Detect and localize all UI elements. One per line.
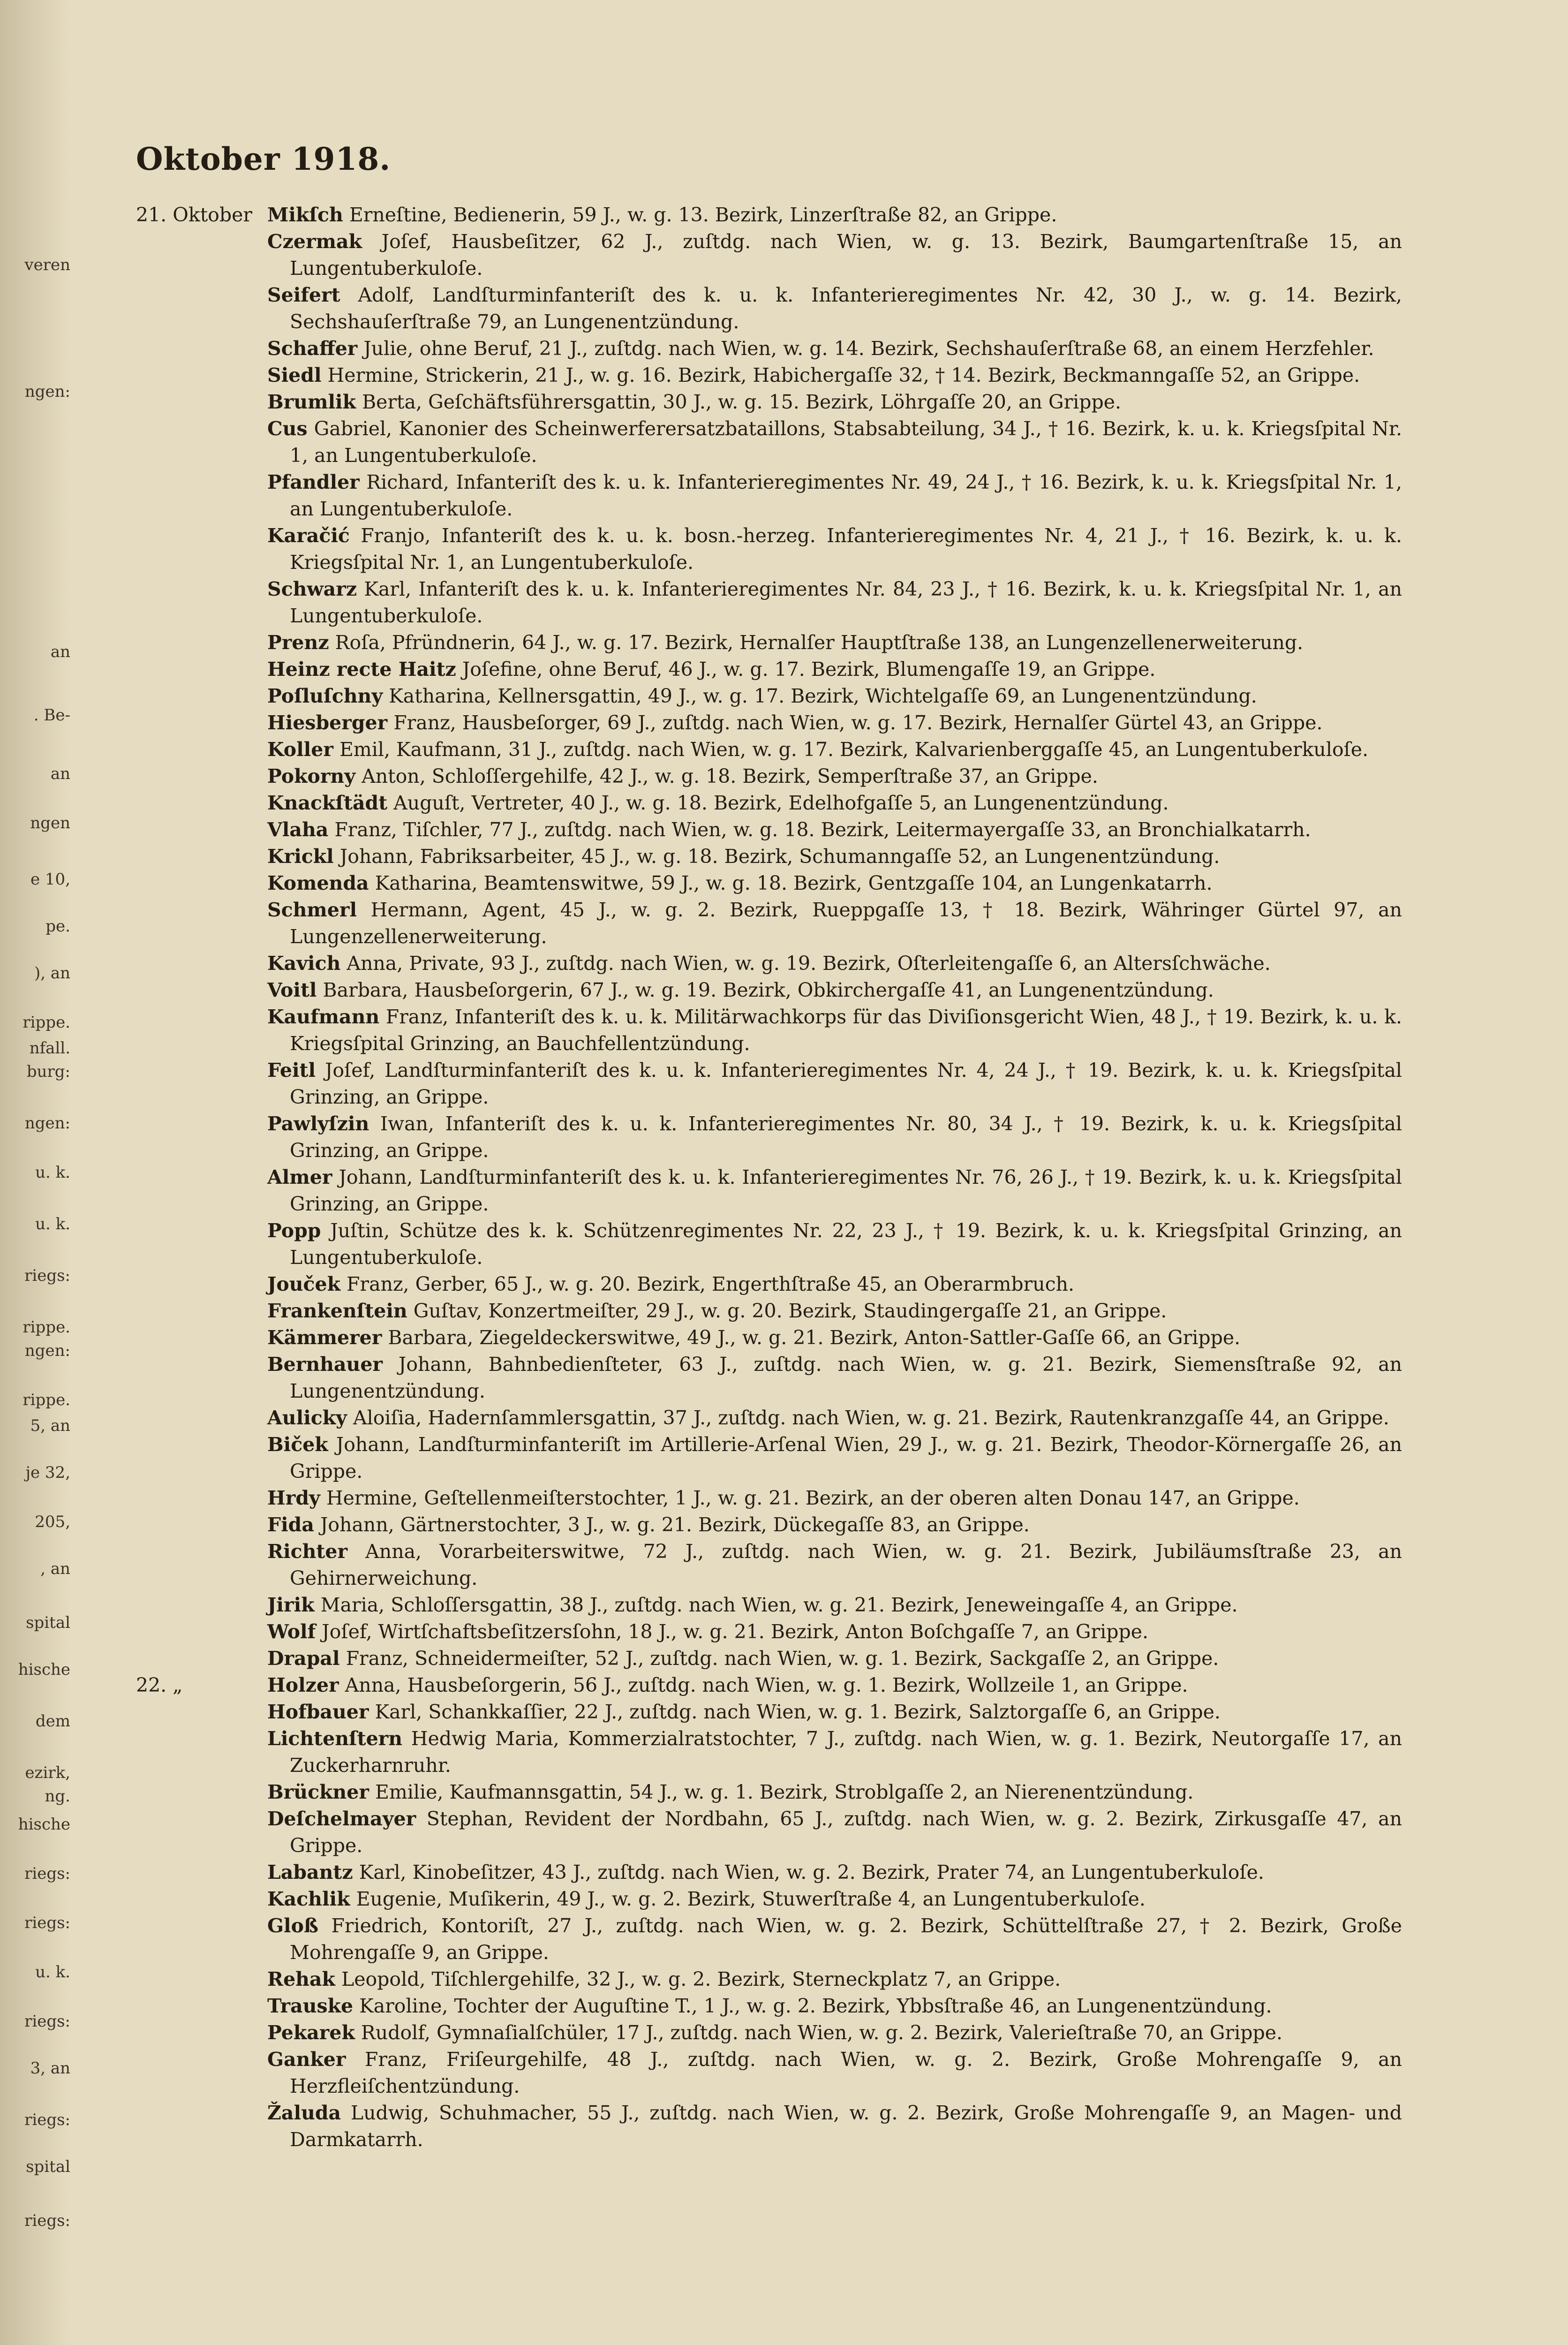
gutter-fragment: rippe.: [23, 1391, 70, 1409]
entry-surname: Feitl: [267, 1059, 316, 1082]
entry-surname: Bernhauer: [267, 1353, 383, 1376]
register-entry: [136, 843, 1402, 870]
entry-text: [267, 1966, 1402, 1993]
entry-details: Roſa, Pfründnerin, 64 J., w. g. 17. Bezirk, Hernalſer Hauptſtraße 138, an Lungenzellenerweiterung.: [329, 631, 1304, 654]
entry-surname: Seifert: [267, 284, 340, 306]
gutter-fragment: ), an: [34, 964, 70, 983]
entry-details: Leopold, Tiſchlergehilfe, 32 J., w. g. 2. Bezirk, Sterneckplatz 7, an Grippe.: [335, 1968, 1061, 1990]
entry-text: [267, 629, 1402, 656]
entry-details: Rudolf, Gymnaſialſchüler, 17 J., zuſtdg. nach Wien, w. g. 2. Bezirk, Valerieſtraße 70, an Grippe.: [354, 2021, 1283, 2044]
gutter-fragment: u. k.: [35, 1163, 70, 1182]
entry-surname: Žaluda: [267, 2102, 341, 2124]
gutter-fragment: riegs:: [24, 2012, 70, 2031]
entry-surname: Prenz: [267, 631, 329, 654]
entry-surname: Poſluſchny: [267, 685, 383, 707]
entry-details: Johann, Bahnbedienſteter, 63 J., zuſtdg. nach Wien, w. g. 21. Bezirk, Siemensſtraße 92, an Lungenentzündung.: [290, 1353, 1402, 1402]
entry-text: [267, 1004, 1402, 1057]
entry-surname: Jouček: [267, 1273, 341, 1295]
entry-details: Juſtin, Schütze des k. k. Schützenregimentes Nr. 22, 23 J., † 19. Bezirk, k. u. k. Kriegsſpital Grinzing, an Lungentuberkuloſe.: [290, 1219, 1402, 1269]
register-entry: [136, 2100, 1402, 2153]
register-entry: [136, 950, 1402, 977]
entry-details: Ludwig, Schuhmacher, 55 J., zuſtdg. nach Wien, w. g. 2. Bezirk, Große Mohrengaſſe 9, an Magen- und Darmkatarrh.: [290, 2102, 1402, 2151]
entry-text: [267, 202, 1402, 228]
entry-surname: Siedl: [267, 364, 322, 386]
gutter-fragment: rippe.: [23, 1013, 70, 1032]
entry-text: [267, 2046, 1402, 2100]
entry-surname: Pawlyſzin: [267, 1112, 369, 1135]
entry-details: Berta, Geſchäftsführersgattin, 30 J., w. g. 15. Bezirk, Löhrgaſſe 20, an Grippe.: [356, 391, 1122, 413]
entry-details: Aloiſia, Hadernſammlersgattin, 37 J., zuſtdg. nach Wien, w. g. 21. Bezirk, Rautenkranzgaſſe 44, an Grippe.: [347, 1407, 1389, 1429]
entry-text: [267, 362, 1402, 389]
register-entry: [136, 1512, 1402, 1538]
register-entry: [136, 1351, 1402, 1405]
entry-text: [267, 817, 1402, 843]
entry-surname: Voitl: [267, 979, 317, 1001]
gutter-fragment: u. k.: [35, 1963, 70, 1982]
entry-text: [267, 1351, 1402, 1405]
entry-surname: Krickl: [267, 845, 334, 868]
entry-surname: Schwarz: [267, 578, 357, 600]
register-entry: [136, 416, 1402, 469]
register-entry: [136, 1806, 1402, 1859]
entry-surname: Schmerl: [267, 899, 357, 921]
entry-surname: Popp: [267, 1219, 321, 1242]
gutter-fragment: 3, an: [30, 2059, 70, 2078]
entry-text: [267, 977, 1402, 1004]
entry-details: Karl, Kinobeſitzer, 43 J., zuſtdg. nach Wien, w. g. 2. Bezirk, Prater 74, an Lungentuberkuloſe.: [353, 1861, 1264, 1884]
register-entry: [136, 817, 1402, 843]
entry-details: Anna, Vorarbeiterswitwe, 72 J., zuſtdg. nach Wien, w. g. 21. Bezirk, Jubiläumsſtraße 23, an Gehirnerweichung.: [290, 1540, 1402, 1589]
register-entry: [136, 897, 1402, 950]
gutter-fragment: e 10,: [30, 870, 70, 889]
entry-details: Erneſtine, Bedienerin, 59 J., w. g. 13. Bezirk, Linzerſtraße 82, an Grippe.: [343, 204, 1057, 226]
facing-page-gutter: [0, 0, 70, 2345]
entry-text: [267, 1218, 1402, 1271]
entry-text: [267, 1699, 1402, 1725]
entry-text: [267, 1057, 1402, 1111]
entry-surname: Biček: [267, 1433, 328, 1456]
register-entry: [136, 389, 1402, 416]
entry-text: [267, 1806, 1402, 1859]
entry-text: [267, 1779, 1402, 1806]
register-entry: [136, 1324, 1402, 1351]
entry-text: [267, 1672, 1402, 1699]
entry-surname: Kämmerer: [267, 1326, 382, 1349]
entry-details: Karl, Infanteriſt des k. u. k. Infanterieregimentes Nr. 84, 23 J., † 16. Bezirk, k. u. k. Kriegsſpital Nr. 1, an Lungentuberkuloſe.: [290, 578, 1402, 627]
entry-surname: Wolf: [267, 1620, 316, 1643]
entry-surname: Aulicky: [267, 1407, 347, 1429]
gutter-fragment: veren: [24, 256, 70, 274]
register-entry: [136, 790, 1402, 817]
gutter-fragment: burg:: [26, 1062, 70, 1081]
entry-surname: Deſchelmayer: [267, 1808, 416, 1830]
entry-details: Joſefine, ohne Beruf, 46 J., w. g. 17. Bezirk, Blumengaſſe 19, an Grippe.: [456, 658, 1156, 681]
register-entry: [136, 1699, 1402, 1725]
entry-text: [267, 1592, 1402, 1619]
entry-surname: Brückner: [267, 1781, 369, 1803]
entry-surname: Koller: [267, 738, 333, 761]
gutter-fragment: spital: [26, 1613, 70, 1632]
entry-details: Joſef, Wirtſchaftsbeſitzersſohn, 18 J., w. g. 21. Bezirk, Anton Boſchgaſſe 7, an Grippe.: [316, 1620, 1149, 1643]
entry-surname: Pokorny: [267, 765, 356, 787]
entry-details: Franz, Tiſchler, 77 J., zuſtdg. nach Wien, w. g. 18. Bezirk, Leitermayergaſſe 33, an Bronchialkatarrh.: [328, 818, 1311, 841]
entry-text: [267, 1538, 1402, 1592]
entry-details: Stephan, Revident der Nordbahn, 65 J., zuſtdg. nach Wien, w. g. 2. Bezirk, Zirkusgaſſe 47, an Grippe.: [290, 1808, 1402, 1857]
gutter-fragment: hische: [18, 1660, 70, 1679]
entry-details: Franz, Infanteriſt des k. u. k. Militärwachkorps für das Diviſionsgericht Wien, 48 J., † 19. Bezirk, k. u. k. Kriegsſpital Grinzing, an Bauchfellentzündung.: [290, 1006, 1402, 1055]
entry-text: [267, 656, 1402, 683]
gutter-fragment: ezirk,: [25, 1763, 70, 1782]
entry-details: Anton, Schloſſergehilfe, 42 J., w. g. 18. Bezirk, Semperſtraße 37, an Grippe.: [355, 765, 1098, 787]
entry-text: [267, 683, 1402, 710]
gutter-fragment: an: [50, 764, 70, 783]
gutter-fragment: je 32,: [25, 1463, 70, 1482]
register-entry: [136, 335, 1402, 362]
register-entry: [136, 1405, 1402, 1431]
entry-details: Auguſt, Vertreter, 40 J., w. g. 18. Bezirk, Edelhofgaſſe 5, an Lungenentzündung.: [387, 792, 1169, 814]
entry-text: [267, 1619, 1402, 1645]
register-entry: [136, 870, 1402, 897]
gutter-fragment: . Be-: [33, 706, 70, 725]
entry-text: [267, 1271, 1402, 1298]
register-entry: [136, 1004, 1402, 1057]
entry-details: Anna, Hausbeſorgerin, 56 J., zuſtdg. nach Wien, w. g. 1. Bezirk, Wollzeile 1, an Grippe.: [339, 1674, 1188, 1696]
entry-details: Eugenie, Muſikerin, 49 J., w. g. 2. Bezirk, Stuwerſtraße 4, an Lungentuberkuloſe.: [350, 1888, 1146, 1910]
register-entry: [136, 1725, 1402, 1779]
entry-text: [267, 897, 1402, 950]
gutter-fragment: rippe.: [23, 1318, 70, 1337]
entry-details: Anna, Private, 93 J., zuſtdg. nach Wien, w. g. 19. Bezirk, Oſterleitengaſſe 6, an Altersſchwäche.: [340, 952, 1271, 975]
entry-surname: Lichtenſtern: [267, 1727, 403, 1750]
register-entry: [136, 576, 1402, 629]
gutter-fragment: riegs:: [24, 2110, 70, 2129]
entry-details: Iwan, Infanteriſt des k. u. k. Infanterieregimentes Nr. 80, 34 J., † 19. Bezirk, k. u. k. Kriegsſpital Grinzing, an Grippe.: [290, 1112, 1402, 1162]
register-entry: [136, 1886, 1402, 1913]
entry-text: [267, 736, 1402, 763]
register-entry: [136, 1859, 1402, 1886]
entry-text: [267, 1859, 1402, 1886]
gutter-fragment: an: [50, 643, 70, 661]
gutter-fragment: 205,: [35, 1513, 70, 1531]
register-entry: [136, 656, 1402, 683]
entry-text: [267, 522, 1402, 576]
gutter-fragment: riegs:: [24, 2211, 70, 2230]
entry-surname: Komenda: [267, 872, 369, 894]
entry-details: Emilie, Kaufmannsgattin, 54 J., w. g. 1. Bezirk, Stroblgaſſe 2, an Nierenentzündung.: [369, 1781, 1194, 1803]
entry-details: Joſef, Hausbeſitzer, 62 J., zuſtdg. nach Wien, w. g. 13. Bezirk, Baumgartenſtraße 15, an Lungentuberkuloſe.: [290, 230, 1402, 280]
entry-details: Franjo, Infanteriſt des k. u. k. bosn.-herzeg. Infanterieregimentes Nr. 4, 21 J., † 16. Bezirk, k. u. k. Kriegsſpital Nr. 1, an Lungentuberkuloſe.: [290, 524, 1402, 574]
register-entry: [136, 362, 1402, 389]
register-entry: [136, 1619, 1402, 1645]
entry-surname: Mikſch: [267, 204, 343, 226]
register-entry: [136, 522, 1402, 576]
entry-text: [267, 1725, 1402, 1779]
register-entry: [136, 2020, 1402, 2046]
register-entry: [136, 763, 1402, 790]
register-entry: [136, 683, 1402, 710]
entry-surname: Richter: [267, 1540, 348, 1563]
entry-text: [267, 282, 1402, 335]
register-entry: [136, 1111, 1402, 1164]
gutter-fragment: ngen: [30, 814, 70, 832]
entry-details: Barbara, Hausbeſorgerin, 67 J., w. g. 19. Bezirk, Obkirchergaſſe 41, an Lungenentzündung.: [317, 979, 1214, 1001]
register-entry: [136, 629, 1402, 656]
entry-details: Johann, Landſturminfanteriſt des k. u. k. Infanterieregimentes Nr. 76, 26 J., † 19. Bezirk, k. u. k. Kriegsſpital Grinzing, an Grippe.: [290, 1166, 1402, 1215]
entry-details: Franz, Schneidermeiſter, 52 J., zuſtdg. nach Wien, w. g. 1. Bezirk, Sackgaſſe 2, an Grippe.: [339, 1647, 1219, 1670]
entry-surname: Schaffer: [267, 337, 358, 360]
gutter-fragment: ng.: [45, 1787, 70, 1806]
entry-surname: Almer: [267, 1166, 332, 1188]
entry-text: [267, 576, 1402, 629]
register-entry: [136, 1431, 1402, 1485]
entry-text: [267, 1164, 1402, 1218]
register-entry: [136, 202, 1402, 228]
gutter-fragment: ngen:: [24, 1341, 70, 1360]
entry-surname: Hiesberger: [267, 711, 388, 734]
register-entry: [136, 736, 1402, 763]
entry-surname: Czermak: [267, 230, 362, 253]
entry-surname: Hofbauer: [267, 1701, 369, 1723]
entry-text: [267, 790, 1402, 817]
entry-text: [267, 1512, 1402, 1538]
entry-text: [267, 710, 1402, 736]
gutter-fragment: riegs:: [24, 1266, 70, 1285]
register-entry: [136, 1645, 1402, 1672]
gutter-fragment: hische: [18, 1815, 70, 1834]
register-entry: [136, 228, 1402, 282]
entry-surname: Jirik: [267, 1594, 315, 1616]
register-entry: [136, 977, 1402, 1004]
entry-text: [267, 763, 1402, 790]
register-entry: [136, 1592, 1402, 1619]
entry-surname: Knackſtädt: [267, 792, 388, 814]
entry-text: [267, 843, 1402, 870]
entry-details: Emil, Kaufmann, 31 J., zuſtdg. nach Wien, w. g. 17. Bezirk, Kalvarienberggaſſe 45, an Lungentuberkuloſe.: [333, 738, 1369, 761]
entry-surname: Fida: [267, 1513, 314, 1536]
entry-text: [267, 1886, 1402, 1913]
entry-details: Johann, Gärtnerstochter, 3 J., w. g. 21. Bezirk, Dückegaſſe 83, an Grippe.: [314, 1513, 1030, 1536]
gutter-fragment: riegs:: [24, 1864, 70, 1883]
entry-surname: Pekarek: [267, 2021, 355, 2044]
entry-surname: Holzer: [267, 1674, 339, 1696]
entry-details: Katharina, Beamtenswitwe, 59 J., w. g. 18. Bezirk, Gentzgaſſe 104, an Lungenkatarrh.: [369, 872, 1213, 894]
entry-details: Karl, Schankkaſſier, 22 J., zuſtdg. nach Wien, w. g. 1. Bezirk, Salztorgaſſe 6, an Grippe.: [369, 1701, 1221, 1723]
gutter-fragment: ngen:: [24, 1114, 70, 1133]
entry-text: [267, 389, 1402, 416]
entry-text: [267, 335, 1402, 362]
entry-details: Franz, Gerber, 65 J., w. g. 20. Bezirk, Engerthſtraße 45, an Oberarmbruch.: [340, 1273, 1075, 1295]
entry-text: [267, 870, 1402, 897]
entry-details: Gabriel, Kanonier des Scheinwerferersatzbataillons, Stabsabteilung, 34 J., † 16. Bezirk, k. u. k. Kriegsſpital Nr. 1, an Lungentuberkuloſe.: [290, 417, 1402, 467]
entry-surname: Ganker: [267, 2048, 346, 2071]
entry-surname: Drapal: [267, 1647, 340, 1670]
entry-surname: Labantz: [267, 1861, 353, 1884]
entry-details: Barbara, Ziegeldeckerswitwe, 49 J., w. g. 21. Bezirk, Anton-Sattler-Gaſſe 66, an Grippe.: [382, 1326, 1241, 1349]
entry-text: [267, 950, 1402, 977]
register-entry: [136, 1913, 1402, 1966]
entry-text: [267, 1993, 1402, 2020]
entry-details: Hermann, Agent, 45 J., w. g. 2. Bezirk, Rueppgaſſe 13, † 18. Bezirk, Währinger Gürtel 97, an Lungenzellenerweiterung.: [290, 899, 1402, 948]
entry-details: Franz, Friſeurgehilfe, 48 J., zuſtdg. nach Wien, w. g. 2. Bezirk, Große Mohrengaſſe 9, an Herzfleiſchentzündung.: [290, 2048, 1402, 2097]
entry-details: Franz, Hausbeſorger, 69 J., zuſtdg. nach Wien, w. g. 17. Bezirk, Hernalſer Gürtel 43, an Grippe.: [387, 711, 1323, 734]
entry-text: [267, 416, 1402, 469]
entry-text: [267, 1431, 1402, 1485]
entry-details: Hedwig Maria, Kommerzialratstochter, 7 J., zuſtdg. nach Wien, w. g. 1. Bezirk, Neutorgaſſe 17, an Zuckerharnruhr.: [290, 1727, 1402, 1777]
register-entry: [136, 469, 1402, 522]
entry-text: [267, 2100, 1402, 2153]
register-entry: [136, 282, 1402, 335]
gutter-fragment: nfall.: [29, 1039, 70, 1058]
gutter-fragment: pe.: [45, 917, 70, 936]
register-entry: [136, 710, 1402, 736]
entry-surname: Hrdy: [267, 1487, 320, 1509]
entry-surname: Brumlik: [267, 391, 356, 413]
entry-details: Karoline, Tochter der Auguſtine T., 1 J., w. g. 2. Bezirk, Ybbsſtraße 46, an Lungenentzündung.: [353, 1995, 1272, 2017]
entry-text: [267, 1485, 1402, 1512]
entry-surname: Gloß: [267, 1914, 319, 1937]
entry-date: 21. Oktober: [136, 204, 252, 226]
gutter-fragment: dem: [35, 1712, 70, 1731]
register-entry: [136, 1779, 1402, 1806]
register-entry: [136, 1672, 1402, 1699]
entry-text: [267, 1298, 1402, 1324]
entry-surname: Karačić: [267, 524, 350, 547]
register-entry: [136, 1298, 1402, 1324]
entry-details: Johann, Fabriksarbeiter, 45 J., w. g. 18. Bezirk, Schumanngaſſe 52, an Lungenentzündung.: [333, 845, 1220, 868]
entry-details: Julie, ohne Beruf, 21 J., zuſtdg. nach Wien, w. g. 14. Bezirk, Sechshauſerſtraße 68, an einem Herzfehler.: [357, 337, 1374, 360]
register-entry: [136, 1218, 1402, 1271]
entry-surname: Heinz recte Haitz: [267, 658, 456, 681]
entry-surname: Kaufmann: [267, 1006, 380, 1028]
entry-details: Guſtav, Konzertmeiſter, 29 J., w. g. 20. Bezirk, Staudingergaſſe 21, an Grippe.: [407, 1300, 1167, 1322]
entry-details: Hermine, Strickerin, 21 J., w. g. 16. Bezirk, Habichergaſſe 32, † 14. Bezirk, Beckmanngaſſe 52, an Grippe.: [321, 364, 1360, 386]
entry-text: [267, 1645, 1402, 1672]
entry-surname: Cus: [267, 417, 308, 440]
entry-details: Joſef, Landſturminfanteriſt des k. u. k. Infanterieregimentes Nr. 4, 24 J., † 19. Bezirk, k. u. k. Kriegsſpital Grinzing, an Grippe.: [290, 1059, 1402, 1108]
entry-date: 22. „: [136, 1674, 183, 1696]
entry-details: Johann, Landſturminfanteriſt im Artillerie-Arſenal Wien, 29 J., w. g. 21. Bezirk, Theodor-Körnergaſſe 26, an Grippe.: [290, 1433, 1402, 1483]
register-entry: [136, 1485, 1402, 1512]
death-register-list: [136, 202, 1402, 2153]
register-entry: [136, 2046, 1402, 2100]
entry-text: [267, 469, 1402, 522]
entry-text: [267, 228, 1402, 282]
entry-details: Richard, Infanteriſt des k. u. k. Infanterieregimentes Nr. 49, 24 J., † 16. Bezirk, k. u. k. Kriegsſpital Nr. 1, an Lungentuberkuloſe.: [290, 471, 1402, 520]
register-entry: [136, 1057, 1402, 1111]
entry-details: Friedrich, Kontoriſt, 27 J., zuſtdg. nach Wien, w. g. 2. Bezirk, Schüttelſtraße 27, † 2. Bezirk, Große Mohrengaſſe 9, an Grippe.: [290, 1914, 1402, 1964]
entry-surname: Trauske: [267, 1995, 354, 2017]
register-entry: [136, 1164, 1402, 1218]
gutter-fragment: spital: [26, 2157, 70, 2176]
entry-text: [267, 1324, 1402, 1351]
gutter-fragment: riegs:: [24, 1914, 70, 1932]
register-entry: [136, 1538, 1402, 1592]
entry-details: Maria, Schloſſersgattin, 38 J., zuſtdg. nach Wien, w. g. 21. Bezirk, Jeneweingaſſe 4, an Grippe.: [314, 1594, 1238, 1616]
entry-surname: Rehak: [267, 1968, 335, 1990]
register-entry: [136, 1271, 1402, 1298]
entry-details: Katharina, Kellnersgattin, 49 J., w. g. 17. Bezirk, Wichtelgaſſe 69, an Lungenentzündung.: [383, 685, 1257, 707]
gutter-fragment: 5, an: [30, 1416, 70, 1435]
gutter-fragment: , an: [40, 1559, 70, 1578]
entry-text: [267, 1405, 1402, 1431]
entry-surname: Kachlik: [267, 1888, 350, 1910]
entry-surname: Pfandler: [267, 471, 360, 493]
register-entry: [136, 1993, 1402, 2020]
entry-surname: Vlaha: [267, 818, 329, 841]
entry-surname: Kavich: [267, 952, 341, 975]
entry-surname: Frankenſtein: [267, 1300, 407, 1322]
entry-details: Adolf, Landſturminfanteriſt des k. u. k. Infanterieregimentes Nr. 42, 30 J., w. g. 14. Bezirk, Sechshauſerſtraße 79, an Lungenentzündung.: [290, 284, 1402, 333]
page-heading: Oktober 1918.: [136, 141, 391, 177]
entry-text: [267, 1913, 1402, 1966]
register-entry: [136, 1966, 1402, 1993]
gutter-fragment: ngen:: [24, 382, 70, 401]
entry-details: Hermine, Geſtellenmeiſterstochter, 1 J., w. g. 21. Bezirk, an der oberen alten Donau 147, an Grippe.: [320, 1487, 1300, 1509]
gutter-fragment: u. k.: [35, 1215, 70, 1233]
entry-text: [267, 1111, 1402, 1164]
entry-text: [267, 2020, 1402, 2046]
